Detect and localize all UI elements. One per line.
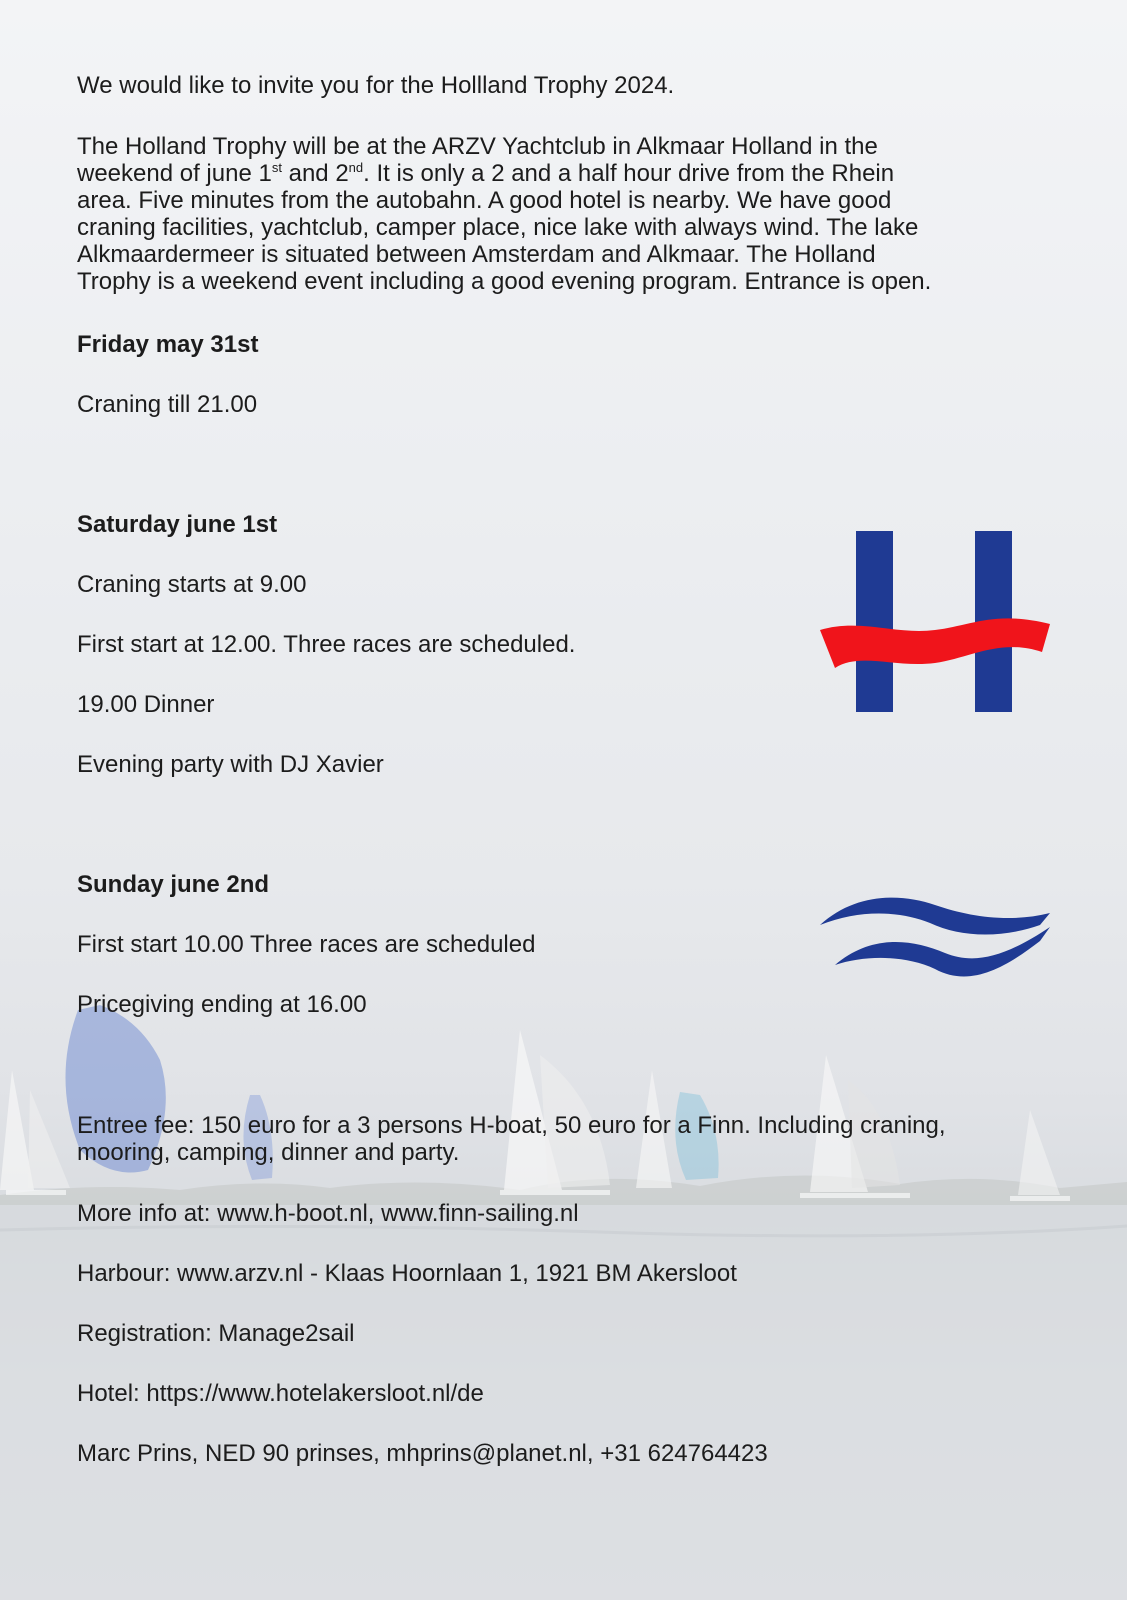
- description-line: Alkmaardermeer is situated between Amsterdam and Alkmaar. The Holland: [77, 241, 876, 268]
- schedule-item: First start at 12.00. Three races are scheduled.: [77, 631, 576, 658]
- entree-fee-line: mooring, camping, dinner and party.: [77, 1139, 460, 1166]
- harbour-line: Harbour: www.arzv.nl - Klaas Hoornlaan 1, 1921 BM Akersloot: [77, 1260, 737, 1287]
- entree-fee-line: Entree fee: 150 euro for a 3 persons H-boat, 50 euro for a Finn. Including craning,: [77, 1112, 946, 1139]
- schedule-item: First start 10.00 Three races are scheduled: [77, 931, 536, 958]
- description-text: weekend of june 1: [77, 160, 272, 187]
- schedule-item: Pricegiving ending at 16.00: [77, 991, 367, 1018]
- sunday-heading: Sunday june 2nd: [77, 871, 270, 898]
- letter-h-logo-icon: [820, 530, 1050, 715]
- description-line: The Holland Trophy will be at the ARZV Yachtclub in Alkmaar Holland in the: [77, 133, 878, 160]
- description-line: [77, 160, 894, 187]
- more-info-line: More info at: www.h-boot.nl, www.finn-sailing.nl: [77, 1200, 579, 1227]
- schedule-item: Craning till 21.00: [77, 391, 258, 418]
- description-line: craning facilities, yachtclub, camper place, nice lake with always wind. The lake: [77, 214, 919, 241]
- schedule-item: Craning starts at 9.00: [77, 571, 307, 598]
- schedule-item: Evening party with DJ Xavier: [77, 751, 384, 778]
- description-text: and 2: [281, 160, 349, 187]
- description-line: Trophy is a weekend event including a good evening program. Entrance is open.: [77, 268, 932, 295]
- saturday-heading: Saturday june 1st: [77, 511, 278, 538]
- contact-line: Marc Prins, NED 90 prinses, mhprins@planet.nl, +31 624764423: [77, 1440, 768, 1467]
- friday-heading: Friday may 31st: [77, 331, 259, 358]
- ordinal-suffix: st: [271, 160, 282, 175]
- intro-line: We would like to invite you for the Hollland Trophy 2024.: [77, 72, 675, 99]
- ordinal-suffix: nd: [348, 160, 364, 175]
- schedule-item: 19.00 Dinner: [77, 691, 215, 718]
- description-text: . It is only a 2 and a half hour drive from the Rhein: [363, 160, 895, 187]
- waves-logo-icon: [820, 893, 1050, 983]
- registration-line: Registration: Manage2sail: [77, 1320, 355, 1347]
- description-line: area. Five minutes from the autobahn. A good hotel is nearby. We have good: [77, 187, 892, 214]
- hotel-line: Hotel: https://www.hotelakersloot.nl/de: [77, 1380, 484, 1407]
